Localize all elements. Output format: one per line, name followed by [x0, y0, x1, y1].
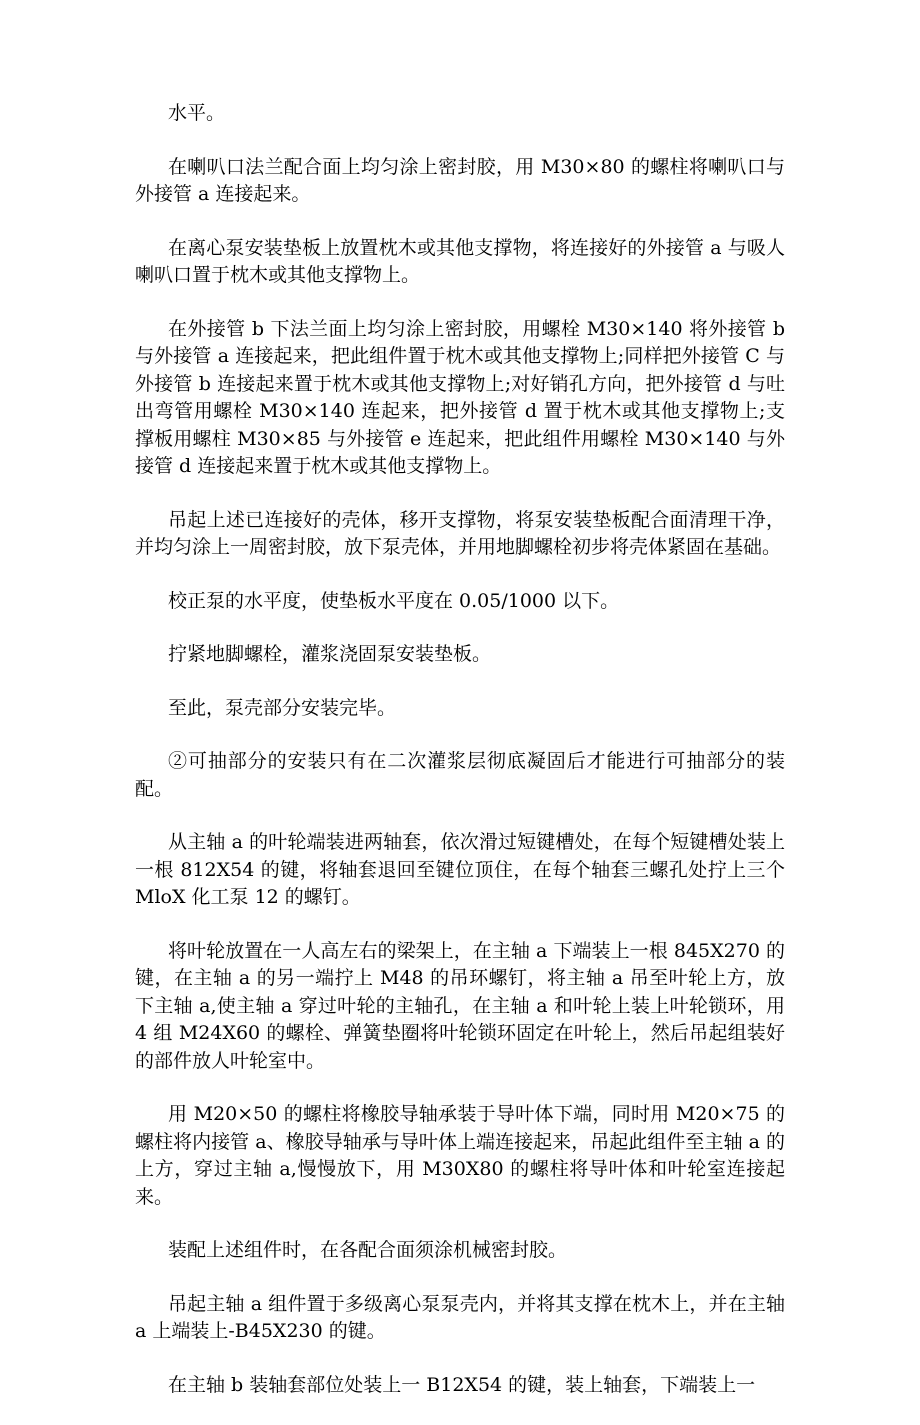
paragraph: 用 M20×50 的螺柱将橡胶导轴承装于导叶体下端，同时用 M20×75 的螺柱将内接管 a、橡胶导轴承与导叶体上端连接起来，吊起此组件至主轴 a 的上方，穿过主轴 a,慢慢放下，用 M30X80 的螺柱将导叶体和叶轮室连接起来。 — [135, 1103, 785, 1208]
paragraph: 至此，泵壳部分安装完毕。 — [168, 696, 397, 719]
paragraph: 在喇叭口法兰配合面上均匀涂上密封胶，用 M30×80 的螺柱将喇叭口与外接管 a 连接起来。 — [135, 155, 785, 205]
paragraph: 将叶轮放置在一人高左右的梁架上，在主轴 a 下端装上一根 845X270 的键，在主轴 a 的另一端拧上 M48 的吊环螺钉，将主轴 a 吊至叶轮上方，放下主轴 a,使主轴 a 穿过叶轮的主轴孔，在主轴 a 和叶轮上装上叶轮锁环，用 4 组 M24X60 的螺栓、弹簧垫圈将叶轮锁环固定在叶轮上，然后吊起组装好的部件放人叶轮室中。 — [135, 939, 785, 1072]
paragraph: 在外接管 b 下法兰面上均匀涂上密封胶，用螺栓 M30×140 将外接管 b 与外接管 a 连接起来，把此组件置于枕木或其他支撑物上;同样把外接管 C 与外接管 b 连接起来置于枕木或其他支撑物上;对好销孔方向，把外接管 d 与吐出弯管用螺栓 M30×140 连起来，把外接管 d 置于枕木或其他支撑物上;支撑板用螺柱 M30×85 与外接管 e 连起来，把此组件用螺栓 M30×140 与外接管 d 连接起来置于枕木或其他支撑物上。 — [135, 317, 785, 477]
paragraph: 吊起上述已连接好的壳体，移开支撑物，将泵安装垫板配合面清理干净，并均匀涂上一周密封胶，放下泵壳体，并用地脚螺栓初步将壳体紧固在基础。 — [135, 508, 785, 558]
paragraph: 校正泵的水平度，使垫板水平度在 0.05/1000 以下。 — [168, 589, 620, 612]
document-body — [135, 100, 785, 1425]
paragraph: 在主轴 b 装轴套部位处装上一 B12X54 的键，装上轴套，下端装上一 — [168, 1373, 756, 1396]
paragraph: 从主轴 a 的叶轮端装进两轴套，依次滑过短键槽处，在每个短键槽处装上一根 812X54 的键，将轴套退回至键位顶住，在每个轴套三螺孔处拧上三个 MloX 化工泵 12 的螺钉。 — [135, 831, 785, 908]
paragraph: 在离心泵安装垫板上放置枕木或其他支撑物，将连接好的外接管 a 与吸人喇叭口置于枕木或其他支撑物上。 — [135, 236, 785, 286]
paragraph: 拧紧地脚螺栓，灌浆浇固泵安装垫板。 — [168, 643, 492, 665]
paragraph: ②可抽部分的安装只有在二次灌浆层彻底凝固后才能进行可抽部分的装配。 — [135, 750, 785, 800]
paragraph: 吊起主轴 a 组件置于多级离心泵泵壳内，并将其支撑在枕木上，并在主轴 a 上端装上-B45X230 的键。 — [135, 1292, 785, 1342]
paragraph: 水平。 — [168, 102, 226, 124]
paragraph: 装配上述组件时，在各配合面须涂机械密封胶。 — [168, 1239, 568, 1261]
